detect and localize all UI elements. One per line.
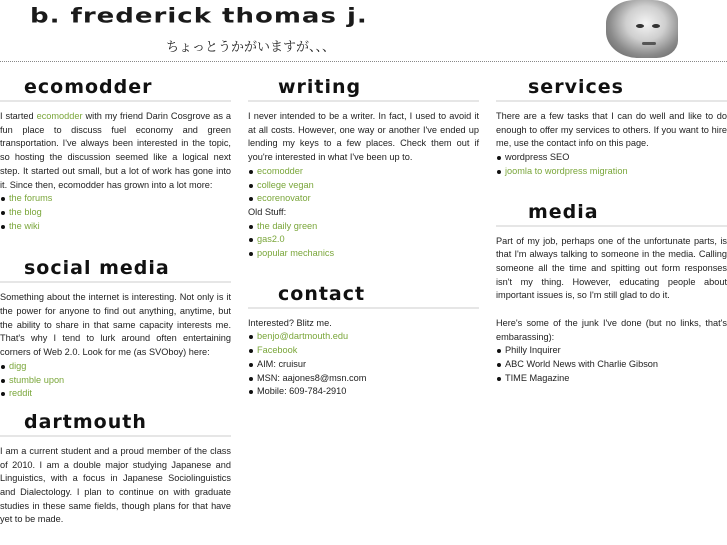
- popular-mechanics-link[interactable]: popular mechanics: [257, 248, 335, 259]
- ecomodder-link[interactable]: ecomodder: [36, 111, 83, 121]
- list-item: [0, 192, 231, 206]
- stumbleupon-link[interactable]: stumble upon: [9, 374, 65, 385]
- old-stuff-links: [248, 220, 479, 261]
- writing-text: I never intended to be a writer. In fact, I used to avoid it at all costs. However, one way or another I've ended up lending my keys to a few places. Check them out if you're interested in what I've been up to.: [248, 111, 479, 163]
- college-vegan-link[interactable]: college vegan: [257, 179, 314, 190]
- ecomodder-section: [0, 74, 231, 233]
- wiki-link[interactable]: the wiki: [9, 220, 40, 231]
- services-section: [496, 74, 727, 179]
- list-item: TIME Magazine: [496, 372, 727, 386]
- media-text: Part of my job, perhaps one of the unfortunate parts, is that I'm always talking to someone in the media. Calling someone all the time and spitting out form responses isn't my thing. However, educating people about important issues is, so I'm still glad to do it.: [496, 235, 727, 301]
- social-media-section: [0, 255, 231, 401]
- section-heading-writing: writing: [248, 74, 479, 102]
- list-item: [248, 179, 479, 193]
- list-item: [248, 344, 479, 358]
- site-subtitle: ちょっとうかがいますが、、、: [166, 40, 336, 55]
- section-heading-media: media: [496, 199, 727, 227]
- dartmouth-section: [0, 409, 231, 527]
- services-text: There are a few tasks that I can do well and like to do enough to offer my services to others. If you want to hire me, use the contact info on this page.: [496, 111, 727, 149]
- facebook-link[interactable]: Facebook: [257, 345, 298, 356]
- list-item: [248, 233, 479, 247]
- aim-item: AIM: cruisur: [248, 358, 479, 372]
- wordpress-seo-item: wordpress SEO: [496, 151, 727, 165]
- section-heading-social-media: social media: [0, 255, 231, 283]
- contact-list: [248, 330, 479, 399]
- header-divider: [0, 61, 727, 62]
- section-heading-contact: contact: [248, 281, 479, 309]
- social-links: [0, 360, 231, 401]
- email-link[interactable]: benjo@dartmouth.edu: [257, 331, 349, 342]
- ecomodder-text: I started ecomodder with my friend Darin Cosgrove as a fun place to discuss fuel economy and green transportation. I've always been interested in the topic, so hosting the discussion seemed like a logical next step. It started out small, but a lot of work has gone into it. Since then, ecomodder has grown into a lot more:: [0, 111, 232, 190]
- old-stuff-label: Old Stuff:: [248, 206, 287, 217]
- digg-link[interactable]: digg: [9, 360, 27, 371]
- column-right: [496, 74, 727, 386]
- mobile-item: Mobile: 609-784-2910: [248, 385, 479, 399]
- site-title[interactable]: b. frederick thomas j.: [30, 4, 368, 28]
- media-list: [496, 344, 727, 385]
- list-item: [0, 387, 231, 401]
- social-media-text: Something about the internet is interesting. Not only is it the power for anyone to find out anything, anytime, but the ability to share in that same capacity interests me. That's why I tend to lurk around often entertaining corners of Web 2.0. Look for me (as SVOboy) here:: [0, 292, 231, 358]
- ecomodder-writing-link[interactable]: ecomodder: [257, 165, 303, 176]
- column-middle: [248, 74, 479, 399]
- section-heading-ecomodder: ecomodder: [0, 74, 231, 102]
- writing-links: [248, 165, 479, 206]
- services-list: [496, 151, 727, 178]
- writing-section: [248, 74, 479, 261]
- list-item: ABC World News with Charlie Gibson: [496, 358, 727, 372]
- section-heading-services: services: [496, 74, 727, 102]
- blog-link[interactable]: the blog: [9, 206, 42, 217]
- contact-section: [248, 281, 479, 399]
- reddit-link[interactable]: reddit: [9, 388, 32, 399]
- section-heading-dartmouth: dartmouth: [0, 409, 231, 437]
- contact-intro: Interested? Blitz me.: [248, 317, 332, 328]
- list-item: [248, 165, 479, 179]
- list-item: Philly Inquirer: [496, 344, 727, 358]
- ecorenovator-link[interactable]: ecorenovator: [257, 193, 311, 204]
- daily-green-link[interactable]: the daily green: [257, 220, 318, 231]
- list-item: [248, 220, 479, 234]
- media-list-intro: Here's some of the junk I've done (but no links, that's embarassing):: [496, 318, 727, 342]
- page-header: [0, 0, 727, 60]
- list-item: [0, 360, 231, 374]
- column-left: [0, 74, 231, 527]
- list-item: [248, 192, 479, 206]
- list-item: [248, 247, 479, 261]
- list-item: [0, 374, 231, 388]
- avatar: [606, 0, 678, 58]
- gas2-link[interactable]: gas2.0: [257, 234, 285, 245]
- ecomodder-links: [0, 192, 231, 233]
- media-section: [496, 199, 727, 386]
- list-item: [248, 330, 479, 344]
- dartmouth-text: I am a current student and a proud member of the class of 2010. I am a double major studying Japanese and Linguistics, with a focus in Japanese Sociolinguistics and Dialectology. I plan to continue on with graduate studies in these same fields, though plans for that have yet to be made.: [0, 445, 231, 525]
- forums-link[interactable]: the forums: [9, 193, 53, 204]
- list-item: [0, 206, 231, 220]
- list-item: [0, 220, 231, 234]
- joomla-migration-link[interactable]: joomla to wordpress migration: [505, 165, 628, 176]
- msn-item: MSN: aajones8@msn.com: [248, 372, 479, 386]
- list-item: [496, 165, 727, 179]
